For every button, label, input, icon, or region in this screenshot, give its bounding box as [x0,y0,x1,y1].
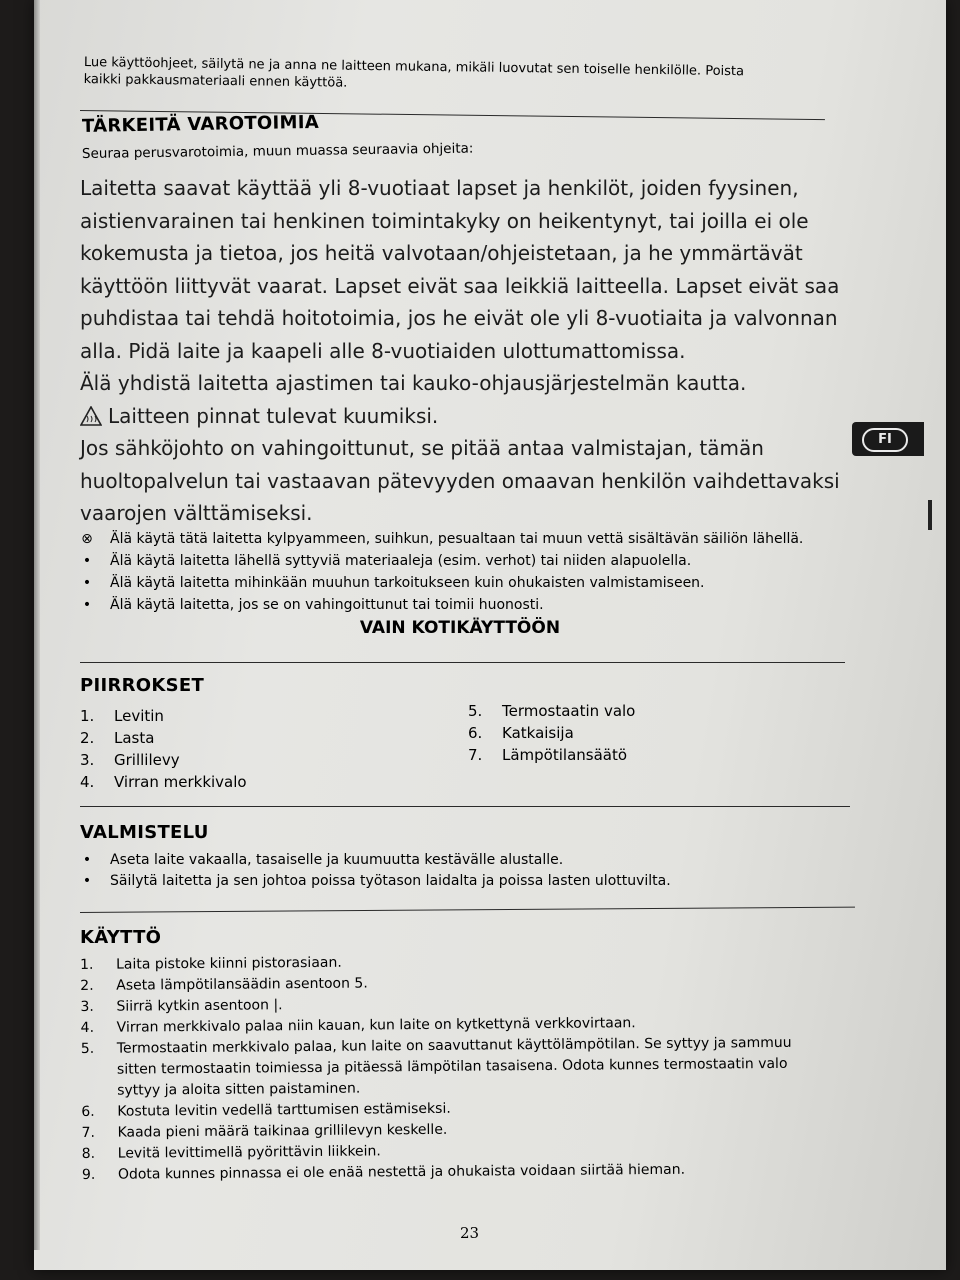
bullet-icon: • [82,873,92,889]
list-item: 3. Grillilevy [80,751,180,769]
page-number: 23 [460,1224,480,1242]
hot-surface-warning [80,400,840,433]
safety-paragraph-children: Laitetta saavat käyttää yli 8-vuotiaat lapset ja henkilöt, joiden fyysinen, aistienvarainen tai henkinen toimintakyky on heikentynyt, tai joilla ei ole kokemusta ja tietoa, jos heitä valvotaan/ohjeistetaan, ja he ymmärtävät käyttöön liittyvät vaarat. Lapset eivät saa leikkiä laitteella. Lapset eivät saa puhdistaa tai tehdä hoitotoimia, jos he eivät ole yli 8-vuotiaita ja valvonnan alla. Pidä laite ja kaapeli alle 8-vuotiaiden ulottumattomissa. [80,176,840,363]
list-item: ⊗ Älä käytä tätä laitetta kylpyammeen, suihkun, pesualtaan tai muun vettä sisältävän säiliön lähellä. [80,528,840,550]
list-item: 7. Kaada pieni määrä taikinaa grillilevyn keskelle. [81,1121,448,1141]
list-item: • Älä käytä laitetta, jos se on vahingoittunut tai toimii huonosti. [80,594,840,616]
usage-title: KÄYTTÖ [80,927,162,948]
list-item: 6. Katkaisija [468,724,574,742]
list-item: • Aseta laite vakaalla, tasaiselle ja kuumuutta kestävälle alustalle. [80,850,671,871]
bullet-icon: • [82,575,92,591]
list-item: 5. Termostaatin valo [468,702,636,720]
list-item: 1. Levitin [80,707,164,725]
list-item: • Säilytä laitetta ja sen johtoa poissa työtason laidalta ja poissa lasten ulottuvilta. [80,871,671,892]
divider [80,806,850,807]
bullet-icon: • [82,553,92,569]
preparation-list [80,850,671,892]
home-use-title: VAIN KOTIKÄYTTÖÖN [359,618,561,638]
list-item: 6. Kostuta levitin vedellä tarttumisen estämiseksi. [81,1100,451,1120]
drawings-list-left [80,705,247,793]
language-tab [852,422,924,456]
divider [80,662,845,663]
hot-surface-text: Laitteen pinnat tulevat kuumiksi. [108,403,439,428]
list-item: 2. Lasta [80,729,155,747]
safety-bullets [80,528,840,616]
preparation-title: VALMISTELU [80,822,209,843]
list-item: 1. Laita pistoke kiinni pistorasiaan. [80,954,342,973]
list-item: 9. Odota kunnes pinnassa ei ole enää nestettä ja ohukaista voidaan siirtää hieman. [81,1161,686,1183]
safety-paragraph-timer: Älä yhdistä laitetta ajastimen tai kauko-ohjausjärjestelmän kautta. [80,371,747,395]
list-item: • Älä käytä laitetta mihinkään muuhun tarkoitukseen kuin ohukaisten valmistamiseen. [80,572,840,594]
drawings-title: PIIRROKSET [80,675,205,696]
bullet-icon: • [82,852,92,868]
safety-title: TÄRKEITÄ VAROTOIMIA [81,111,320,137]
safety-body [80,172,840,530]
drawings-list-right [468,700,635,766]
list-item: 5. Termostaatin merkkivalo palaa, kun laite on saavuttanut käyttölämpötilan. Se syttyy ja sammuu sitten termostaatin toimiessa ja pitäessä lämpötilan tasaisena. Odota kunnes termostaatin valo syttyy ja aloita sitten paistaminen. [80,1034,792,1099]
safety-paragraph-cord: Jos sähköjohto on vahingoittunut, se pitää antaa valmistajan, tämän huoltopalvelun tai vastaavan pätevyyden omaavan henkilön vaihdettavaksi vaarojen välttämiseksi. [80,436,840,525]
list-item: 8. Levitä levittimellä pyörittävin liikkein. [81,1143,381,1162]
page-fold [34,0,40,1250]
usage-steps [80,949,822,1186]
bullet-icon: • [82,597,92,613]
hot-surface-warning-icon [80,406,102,426]
language-badge: FI [862,428,908,452]
list-item: 2. Aseta lämpötilansäädin asentoon 5. [80,975,368,994]
list-item: 7. Lämpötilansäätö [468,746,628,764]
edge-mark [928,500,932,530]
list-item: 4. Virran merkkivalo [80,773,247,791]
list-item: • Älä käytä laitetta lähellä syttyviä materiaaleja (esim. verhot) tai niiden alapuolella. [80,550,840,572]
intro-text: Lue käyttöohjeet, säilytä ne ja anna ne laitteen mukana, mikäli luovutat sen toiselle henkilölle. Poista kaikki pakkausmateriaali ennen käyttöä. [83,54,745,91]
no-water-icon: ⊗ [81,531,93,547]
list-item: 3. Siirrä kytkin asentoon |. [80,997,283,1015]
list-item: 4. Virran merkkivalo palaa niin kauan, kun laite on kytkettynä verkkovirtaan. [80,1015,636,1036]
safety-subtitle: Seuraa perusvarotoimia, muun muassa seuraavia ohjeita: [81,140,474,162]
